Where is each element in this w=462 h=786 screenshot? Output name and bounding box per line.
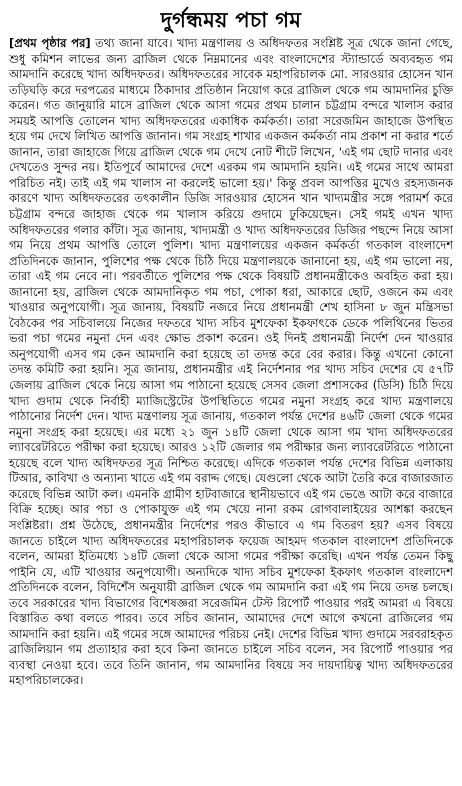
- continued-from-first-page-label: [প্রথম পৃষ্ঠার পর]: [9, 36, 91, 50]
- article-body: [9, 36, 453, 689]
- article-headline: দুর্গন্ধময় পচা গম: [160, 8, 302, 32]
- article-body-text: তথ্য জানা যাবে। খাদ্য মন্ত্রণালয় ও অধিদফতর সংশ্লিষ্ট সূত্র থেকে জানা গেছে, শুধু কমিশন লাভের জন্য ব্রাজিল থেকে নিম্নমানের এবং বাংলাদেশের স্ট্যান্ডার্ডে অব্যবহৃত গম আমদানি করেছে খাদ্য অধিদফতর। অধিদফতরের সাবেক মহাপরিচালক মো. সারওয়ার হোসেন খান তড়িঘড়ি করে দরপত্রের মাধ্যমে ঠিকাদার প্রতিষ্ঠান নিয়োগ করে ব্রাজিল থেকে গম আমদানির চুক্তি করেন। গত জানুয়ারি মাসে ব্রাজিল থেকে আসা গমের প্রথম চালান চট্টগ্রাম বন্দরে খালাস করার সময়ই আপত্তি তোলেন খাদ্য অধিদফতরের একাধিক কর্মকর্তা। তারা সরেজমিন জাহাজে উপস্থিত হয়ে গম দেখে লিখিত আপত্তি জানান। গম সংগ্রহ শাখার একজন কর্মকর্তা নাম প্রকাশ না করার শর্তে জানান, তারা জাহাজে গিয়ে ব্রাজিল থেকে গম দেখে নোট শীটে লিখেন, 'এই গম ছোট দানার এবং দেখতেও সুন্দর নয়। ইতিপূর্বে আমাদের দেশে এরকম গম আমদানি হয়নি। এই গমের সাথে আমরা পরিচিত নই। তাই এই গম খালাস না করলেই ভালো হয়।' কিন্তু প্রবল আপত্তির মুখেও রহস্যজনক কারণে খাদ্য অধিদফতরের তৎকালীন ডিজি সারওয়ার হোসেন খান খাদ্যমন্ত্রীর সঙ্গে পরামর্শ করে চট্টগ্রাম বন্দরে জাহাজ থেকে গম খালাস করিয়ে গুদামে ঢুকিয়েছেন। সেই গমই এখন খাদ্য অধিদফতরের গলার কাঁটা। সূত্র জানায়, খাদ্যমন্ত্রী ও খাদ্য অধিদফতরের ডিজির পছন্দে নিয়ে আসা গম নিয়ে প্রথম আপত্তি তোলে পুলিশ। খাদ্য মন্ত্রণালয়ের একজন কর্মকর্তা গতকাল বাংলাদেশ প্রতিদিনকে জানান, পুলিশের পক্ষ থেকে চিঠি দিয়ে মন্ত্রণালয়কে জানানো হয়, এই গম ভালো নয়, তারা এই গম নেবে না। পরবর্তীতে পুলিশের পক্ষ থেকে বিষয়টি প্রধানমন্ত্রীকেও অবহিত করা হয়। জানানো হয়, ব্রাজিল থেকে আমদানিকৃত গম পচা, পোকা ধরা, আকারে ছোট, ওজনে কম এবং খাওয়ার অনুপযোগী। সূত্র জানায়, বিষয়টি নজরে নিয়ে প্রধানমন্ত্রী শেখ হাসিনা ৮ জুন মন্ত্রিসভা বৈঠকের পর সচিবালয়ে নিজের দফতরে খাদ্য সচিব মুশফেকা ইকফাৎকে ডেকে পলিথিনের ভিতর ভরা পচা গমের নমুনা দেন এবং ক্ষোভ প্রকাশ করেন। ওই দিনই প্রধানমন্ত্রী নির্দেশ দেন খাওয়ার অনুপযোগী এসব গম কেন আমদানি করা হয়েছে তা তদন্ত করে বের করার। কিন্তু এখনো কোনো তদন্ত কমিটি করা হয়নি। সূত্র জানায়, প্রধানমন্ত্রীর এই নির্দেশনার পর খাদ্য সচিব দেশের যে ৫৭টি জেলায় ব্রাজিল থেকে নিয়ে আসা গম পাঠানো হয়েছে সেসব জেলা প্রশাসকের (ডিসি) চিঠি দিয়ে খাদ্য গুদাম থেকে নির্বাহী ম্যাজিস্ট্রেটের উপস্থিতিতে গমের নমুনা সংগ্রহ করে খাদ্য মন্ত্রণালয়ে পাঠানোর নির্দেশ দেন। খাদ্য মন্ত্রণালয় সূত্র জানায়, গতকাল পর্যন্ত দেশের ৪৬টি জেলা থেকে গমের নমুনা সংগ্রহ করা হয়েছে। এর মধ্যে ২১ জুন ১৪টি জেলা থেকে আসা গম খাদ্য অধিদফতরের ল্যাবরেটরিতে পরীক্ষা করা হয়েছে। আরও ১২টি জেলার গম পরীক্ষার জন্য ল্যাবরেটরিতে পাঠানো হয়েছে বলে খাদ্য অধিদফতর সূত্র নিশ্চিত করেছে। এদিকে গতকাল পর্যন্ত দেশের বিভিন্ন এলাকায় টিআর, কাবিখা ও অন্যান্য খাতে এই গম বরাদ্দ গেছে। যেগুলো থেকে আটা তৈরি করে বাজারজাত করেছে বিভিন্ন আটা কল। এমনকি গ্রামীণ হাটবাজারে স্থানীয়ভাবে এই গম ভেঙে আটা করে বাজারে বিক্রি হচ্ছে। আর পচা ও পোকাযুক্ত এই গম খেয়ে নানা রকম রোগবালাইয়ের আশঙ্কা করছেন সংশ্লিষ্টরা। প্রশ্ন উঠেছে, প্রধানমন্ত্রীর নির্দেশের পরও কীভাবে এ গম বিতরণ হয়? এসব বিষয়ে জানতে চাইলে খাদ্য অধিদফতরের মহাপরিচালক ফয়েজ আহমদ গতকাল বাংলাদেশ প্রতিদিনকে বলেন, আমরা ইতিমধ্যে ১৪টি জেলা থেকে আসা গমের পরীক্ষা করেছি। এখন পর্যন্ত তেমন কিছু পাইনি যে, এটি খাওয়ার অনুপযোগী। অন্যদিকে খাদ্য সচিব মুশফেকা ইকফাৎ গতকাল বাংলাদেশ প্রতিদিনকে বলেন, বিদিশেঁস অনুযায়ী ব্রাজিল থেকে গম আমদানি করা এই গম নিয়ে তদন্ত চলছে। তবে সরকারের খাদ্য বিভাগের বিশেষজ্ঞরা সরেজমিন টেস্ট রিপোর্ট পাওয়ার পরই আমরা এ বিষয়ে বিস্তারিত কথা বলতে পারব। তবে সচিব জানান, আমাদের দেশে আগে কখনো ব্রাজিলের গম আমদানি করা হয়নি। এই গমের সঙ্গে আমাদের পরিচয় নেই। দেশের বিভিন্ন খাদ্য গুদামে সরবরাহকৃত ব্রাজিলিয়ান গম প্রত্যাহার করা হবে কিনা জানতে চাইলে সচিব বলেন, সব রিপোর্ট পাওয়ার পর ব্যবস্থা নেওয়া হবে। তবে তিনি জানান, গম আমদানির বিষয়ে সব দায়দায়িত্ব খাদ্য অধিদফতরের মহাপরিচালকের।: [9, 36, 454, 688]
